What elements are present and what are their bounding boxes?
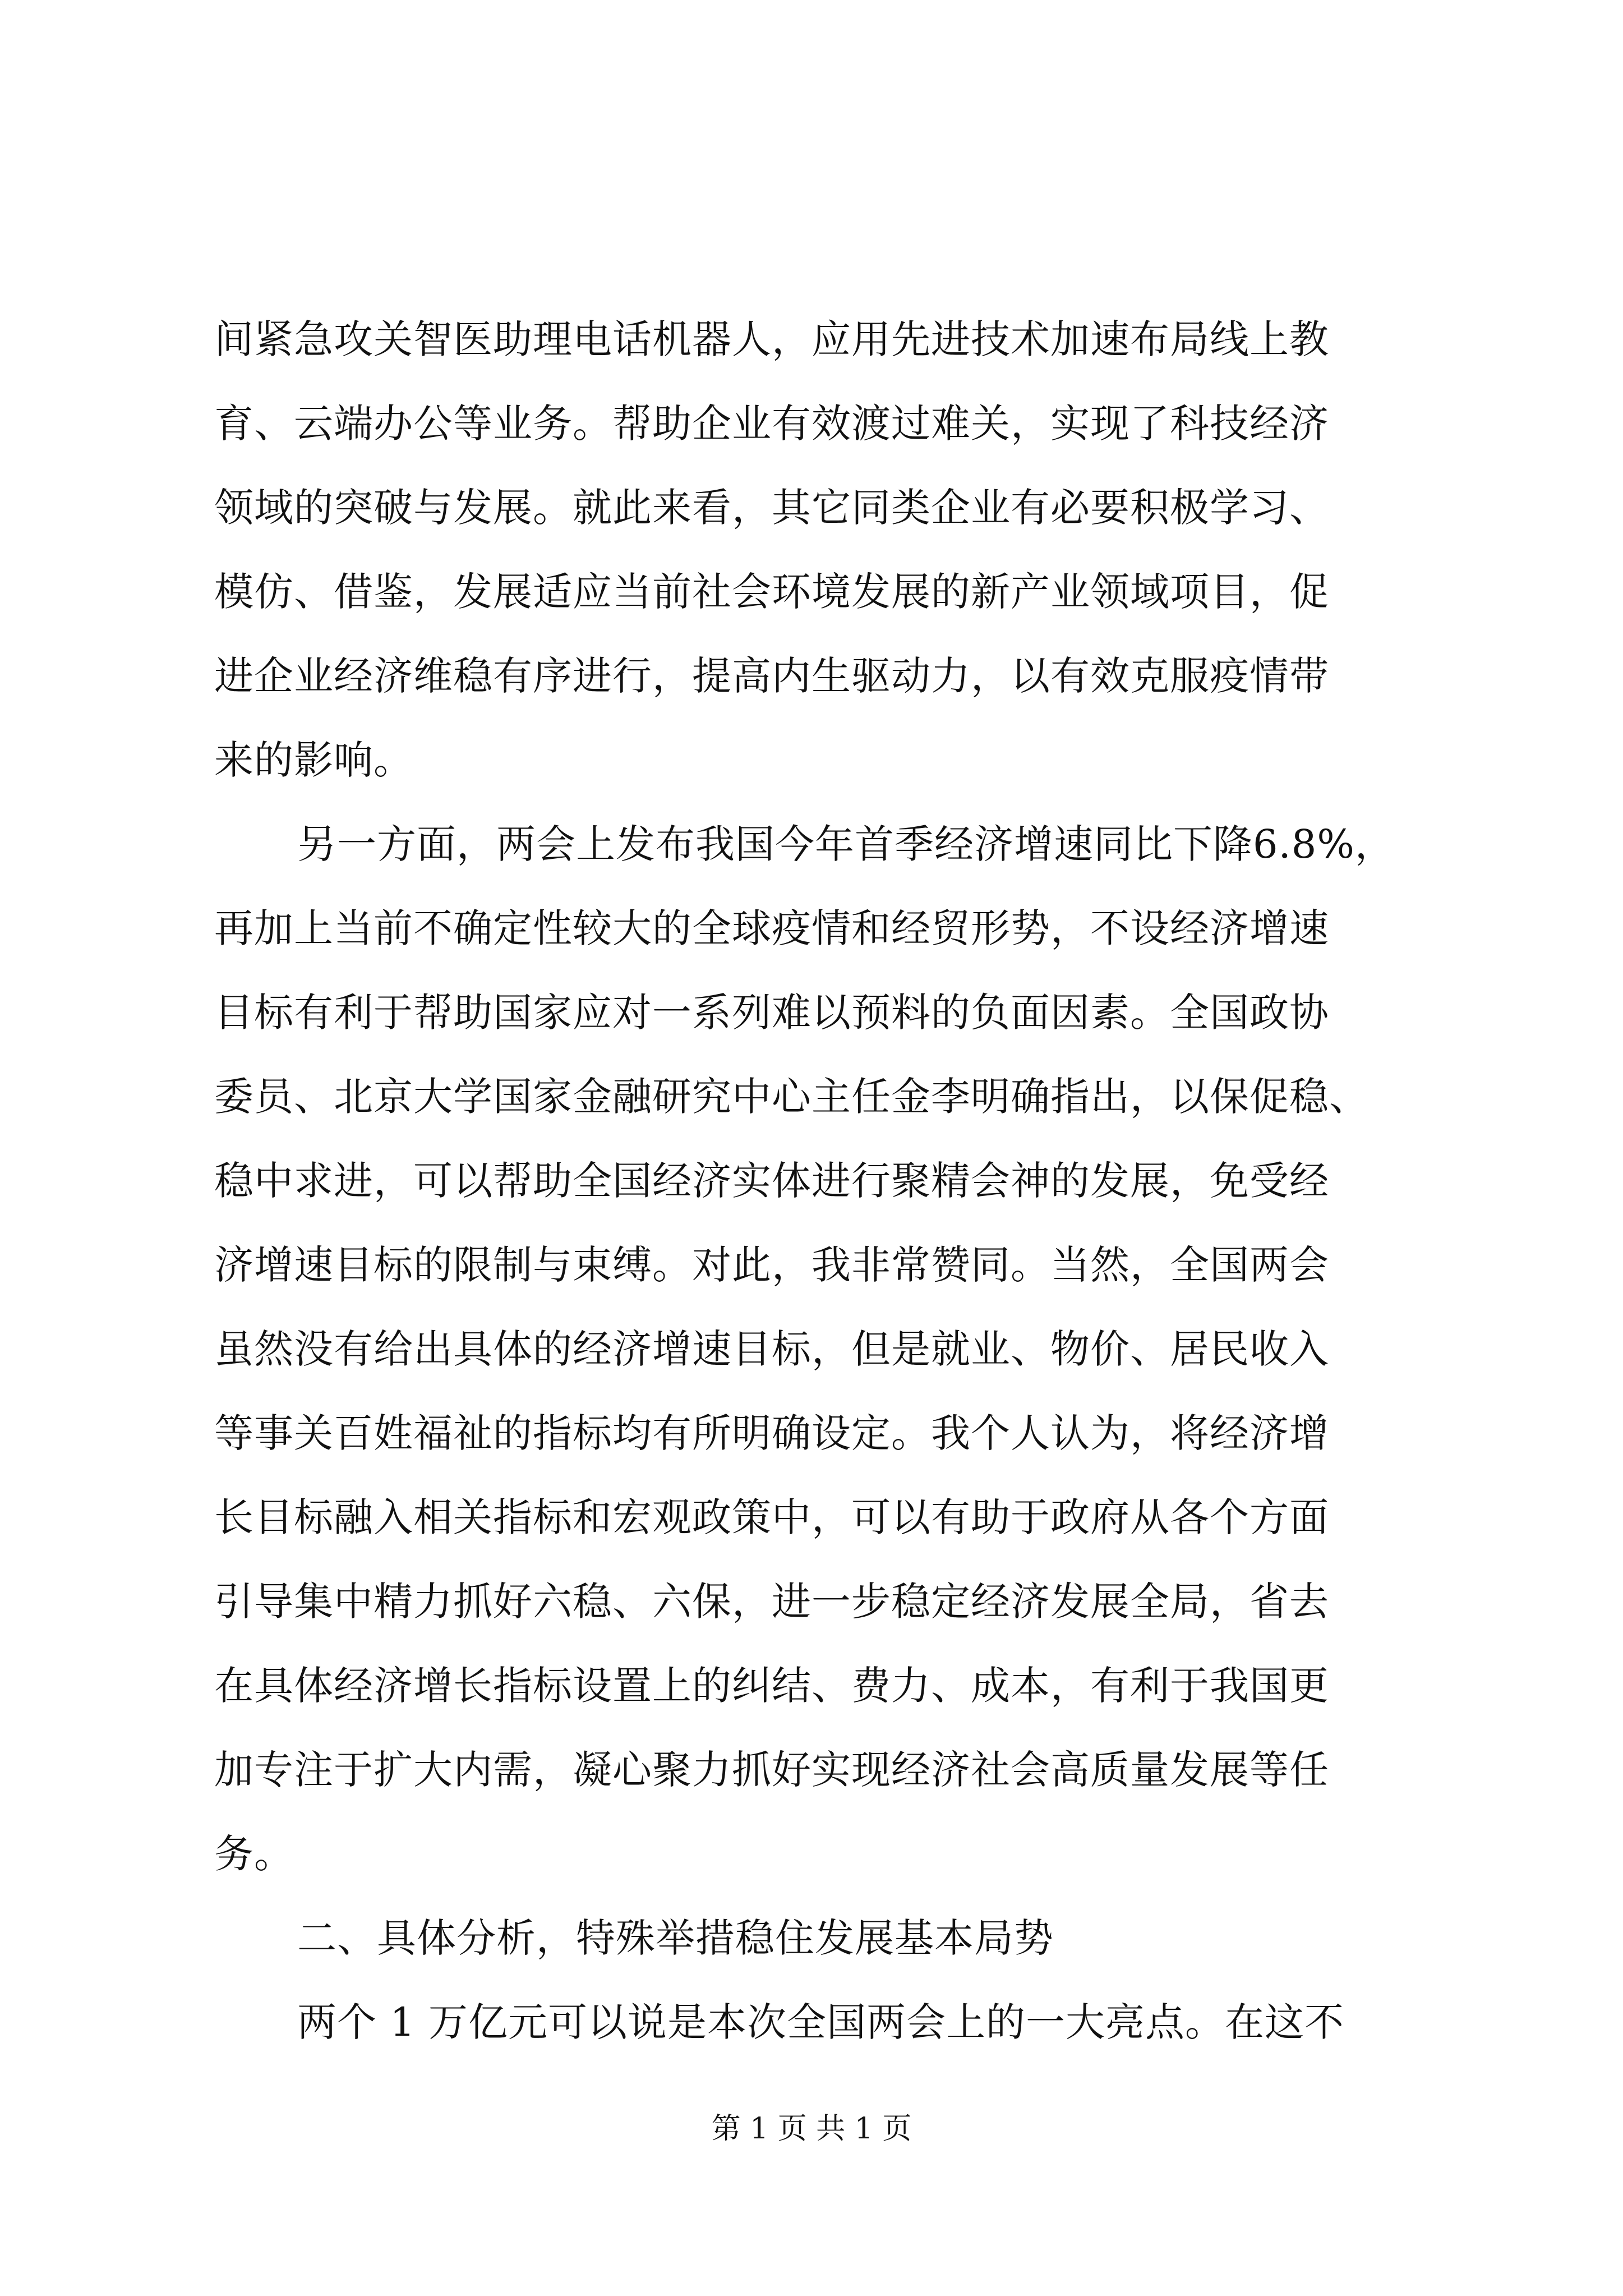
page-footer: 第 1 页 共 1 页 — [711, 2112, 912, 2146]
text-line: 引导集中精力抓好六稳、六保，进一步稳定经济发展全局，省去 — [214, 1579, 1329, 1625]
text-line: 务。 — [214, 1831, 294, 1877]
text-line: 模仿、借鉴，发展适应当前社会环境发展的新产业领域项目，促 — [214, 569, 1329, 615]
text-line: 委员、北京大学国家金融研究中心主任金李明确指出，以保促稳、 — [214, 1074, 1369, 1120]
text-line: 育、云端办公等业务。帮助企业有效渡过难关，实现了科技经济 — [214, 401, 1329, 447]
text-line: 领域的突破与发展。就此来看，其它同类企业有必要积极学习、 — [214, 485, 1329, 531]
section-heading: 二、具体分析，特殊举措稳住发展基本局势 — [297, 1915, 1054, 1961]
text-line: 加专注于扩大内需，凝心聚力抓好实现经济社会高质量发展等任 — [214, 1747, 1329, 1793]
text-line: 在具体经济增长指标设置上的纠结、费力、成本，有利于我国更 — [214, 1663, 1329, 1709]
paragraph-first-line: 另一方面，两会上发布我国今年首季经济增速同比下降6.8%， — [297, 821, 1395, 867]
text-line: 间紧急攻关智医助理电话机器人，应用先进技术加速布局线上教 — [214, 316, 1329, 362]
text-line: 虽然没有给出具体的经济增速目标，但是就业、物价、居民收入 — [214, 1326, 1329, 1372]
paragraph-first-line: 两个 1 万亿元可以说是本次全国两会上的一大亮点。在这不 — [297, 1999, 1345, 2045]
text-line: 济增速目标的限制与束缚。对此，我非常赞同。当然，全国两会 — [214, 1242, 1329, 1288]
text-line: 进企业经济维稳有序进行，提高内生驱动力，以有效克服疫情带 — [214, 653, 1329, 699]
text-line: 稳中求进，可以帮助全国经济实体进行聚精会神的发展，免受经 — [214, 1158, 1329, 1204]
text-line: 目标有利于帮助国家应对一系列难以预料的负面因素。全国政协 — [214, 990, 1329, 1036]
text-line: 等事关百姓福祉的指标均有所明确设定。我个人认为，将经济增 — [214, 1410, 1329, 1456]
text-line: 再加上当前不确定性较大的全球疫情和经贸形势，不设经济增速 — [214, 905, 1329, 951]
text-line: 长目标融入相关指标和宏观政策中，可以有助于政府从各个方面 — [214, 1494, 1329, 1540]
text-line: 来的影响。 — [214, 737, 413, 783]
